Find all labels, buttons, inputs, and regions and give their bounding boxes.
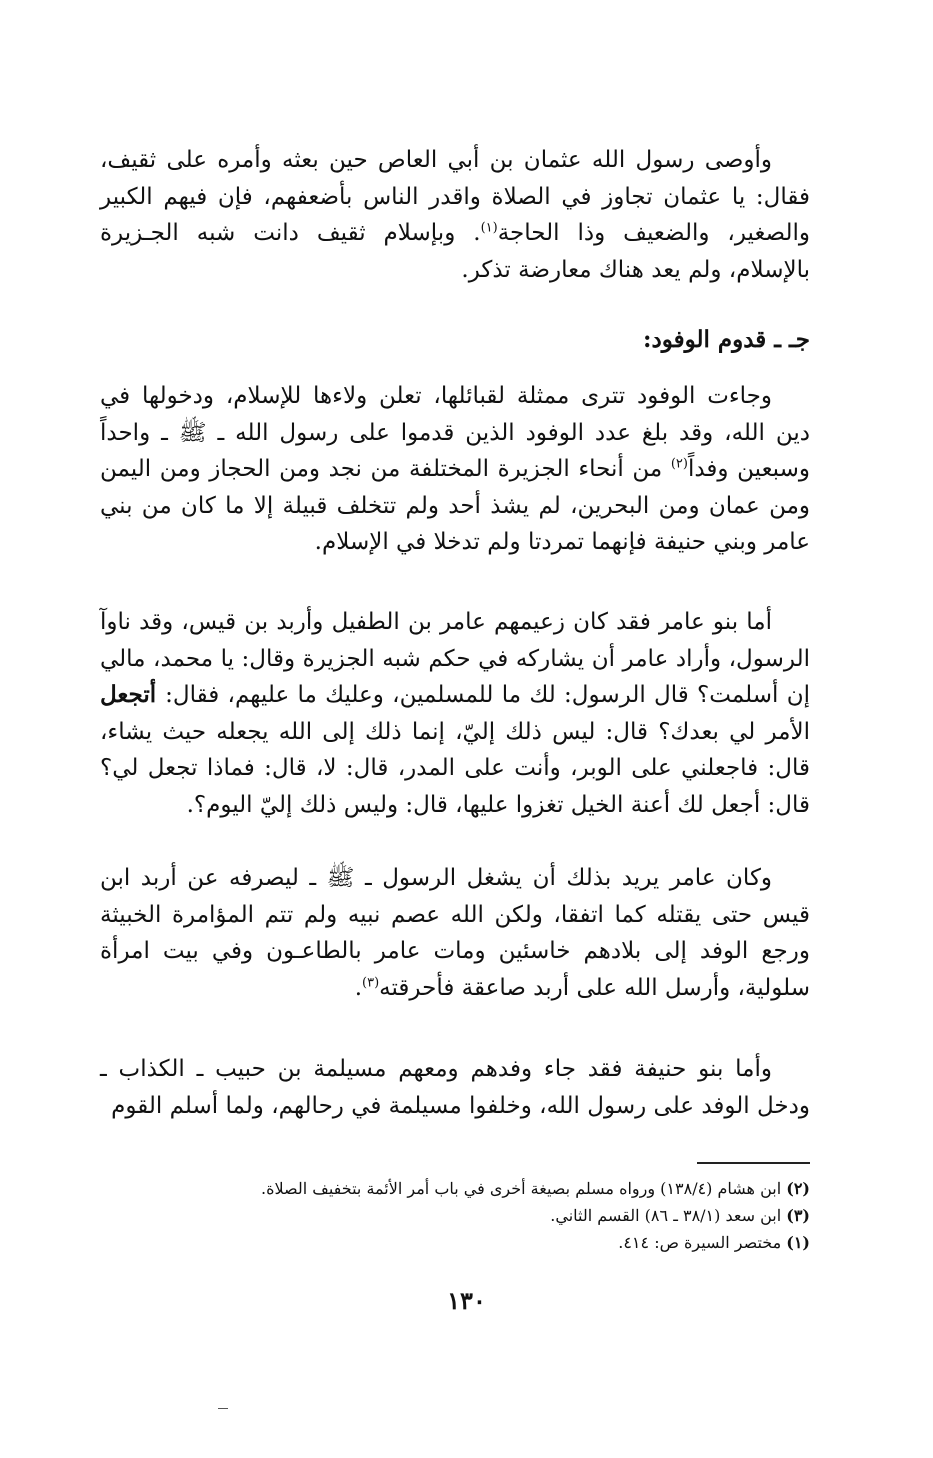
footnote-divider — [697, 1162, 810, 1164]
footnote-reference: (١) — [480, 220, 498, 236]
paragraph-text: . — [354, 974, 362, 1001]
paragraph-text: الأمر لي بعدك؟ قال: ليس ذلك إليّ، إنما ذلك إلى الله يجعله حيث يشاء، قال: فاجعلني على الوبر، وأنت على المدر، قال: لا، قال: فماذا تجعل لي؟ قال: أجعل لك أعنة الخيل تغزوا عليها، قال: وليس ذلك إليّ اليوم؟. — [100, 718, 810, 818]
footnotes — [100, 1175, 810, 1256]
footnote-reference: (٣) — [362, 974, 380, 990]
bold-text: أتجعل — [100, 681, 166, 708]
paragraph-2 — [100, 378, 810, 561]
footnote-number: (٢) — [786, 1179, 810, 1198]
footnote — [100, 1175, 810, 1202]
paragraph-text: أما بنو عامر فقد كان زعيمهم عامر بن الطفيل وأربد بن قيس، وقد ناوآ الرسول، وأراد عامر أن يشاركه في حكم شبه الجزيرة وقال: يا محمد، مالي إن أسلمت؟ قال الرسول: لك ما للمسلمين، وعليك ما عليهم، فقال: — [100, 609, 810, 708]
paragraph-3 — [100, 604, 810, 823]
footnote-number: (١) — [786, 1233, 810, 1252]
footnote-text: ابن سعد (٣٨/١ ـ ٨٦) القسم الثاني. — [550, 1206, 787, 1225]
footnote-number: (٣) — [786, 1206, 810, 1225]
scan-mark — [218, 1408, 228, 1409]
page-number: ١٣٠ — [447, 1286, 486, 1315]
paragraph-text: من أنحاء الجزيرة المختلفة من نجد ومن الحجاز ومن اليمن ومن عمان ومن البحرين، لم يشذ أحد ولم تتخلف قبيلة إلا ما كان من بني عامر وبني حنيفة فإنهما تمردتا ولم تدخلا في الإسلام. — [100, 456, 810, 555]
paragraph-5 — [100, 1051, 810, 1124]
paragraph-text: وجاءت الوفود تترى ممثلة لقبائلها، تعلن ولاءها للإسلام، ودخولها في دين الله، وقد بلغ عدد الوفود الذين قدموا على رسول الله ـ ﷺ ـ واحداً وسبعين وفداً — [100, 383, 810, 482]
paragraph-text: وكان عامر يريد بذلك أن يشغل الرسول ـ ﷺ ـ ليصرفه عن أربد ابن قيس حتى يقتله كما اتفقا، ولكن الله عصم نبيه ولم تتم المؤامرة الخبيثة ورجع الوفد إلى بلادهم خاسئين ومات عامر بالطاعـون وفي بيت امرأة سلولية، وأرسل الله على أربد صاعقة فأحرقته — [100, 865, 810, 1001]
paragraph-1 — [100, 142, 810, 288]
paragraph-4 — [100, 860, 810, 1006]
footnote — [100, 1202, 810, 1229]
paragraph-text: وأما بنو حنيفة فقد جاء وفدهم ومعهم مسيلمة بن حبيب ـ الكذاب ـ ودخل الوفد على رسول الله، وخلفوا مسيلمة في رحالهم، ولما أسلم القوم — [100, 1056, 810, 1119]
footnote — [100, 1229, 810, 1256]
footnote-text: مختصر السيرة ص: ٤١٤. — [618, 1233, 787, 1252]
footnote-reference: (٢) — [670, 456, 688, 472]
section-heading: جـ ـ قدوم الوفود: — [642, 326, 810, 353]
footnote-text: ابن هشام (١٣٨/٤) ورواه مسلم بصيغة أخرى في باب أمر الأئمة بتخفيف الصلاة. — [260, 1179, 787, 1198]
paragraph-text: . وبإسلام ثقيف دانت شبه الجـزيرة بالإسلام، ولم يعد هناك معارضة تذكر. — [100, 220, 810, 283]
paragraph-text: وأوصى رسول الله عثمان بن أبي العاص حين بعثه وأمره على ثقيف، فقال: يا عثمان تجاوز في الصلاة واقدر الناس بأضعفهم، فإن فيهم الكبير والصغير، والضعيف وذا الحاجة — [100, 147, 810, 246]
